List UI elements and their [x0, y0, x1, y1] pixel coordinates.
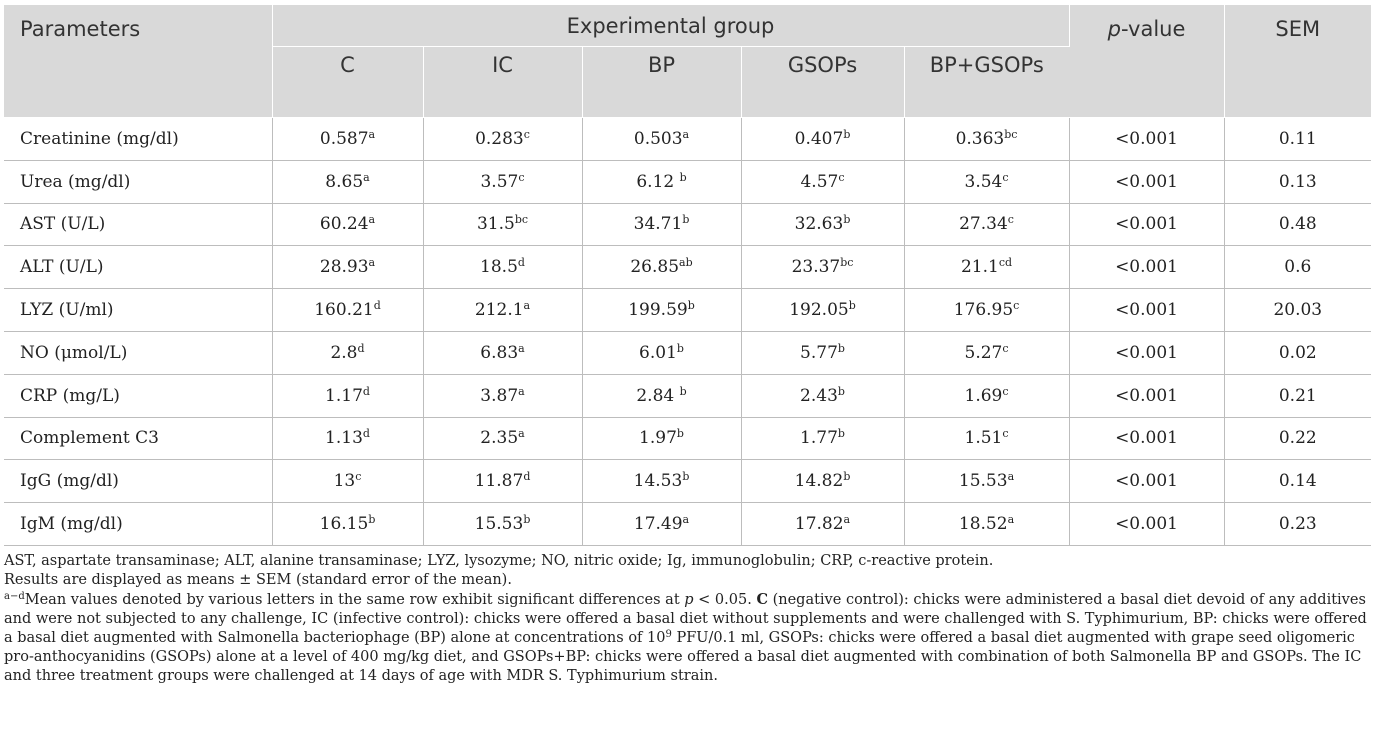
description-part-1: (negative control): chicks were administered a basal diet devoid of any additives and were not subjected to any challenge, IC (infective control): chicks were offered a basal diet without supplements and were challenged with S. Typhimurium, BP: chicks were offered a basal diet augmented with Salmonella bacteriophage (BP) alone at concentrations of 10 — [4, 591, 1367, 646]
row-parameter: Creatinine (mg/dl) — [4, 118, 272, 161]
cell-sem: 0.6 — [1224, 246, 1371, 289]
cell-value — [904, 417, 1069, 460]
cell-letter: bc — [1004, 127, 1018, 141]
cell-value — [741, 289, 904, 332]
cell-mean: 2.84 — [636, 385, 680, 406]
cell-value — [741, 460, 904, 503]
cell-letter: a — [1007, 513, 1015, 527]
cell-value — [904, 118, 1069, 161]
cell-value — [272, 289, 423, 332]
cell-value — [423, 417, 582, 460]
cell-letter: b — [843, 470, 851, 484]
cell-mean: 1.13 — [325, 428, 363, 449]
cell-p-value: <0.001 — [1069, 374, 1224, 417]
cell-letter: b — [679, 384, 687, 398]
cell-letter: c — [1007, 213, 1014, 227]
p-italic-note: p — [684, 591, 694, 608]
header-group-0: C — [272, 47, 423, 118]
cell-mean: 18.52 — [958, 514, 1008, 535]
cell-sem: 0.22 — [1224, 417, 1371, 460]
cell-value — [904, 160, 1069, 203]
table-row — [4, 203, 1371, 246]
cell-sem: 0.11 — [1278, 128, 1317, 149]
cell-letter: c — [518, 170, 525, 184]
cell-mean: 8.65 — [325, 171, 364, 192]
cell-letter: b — [368, 513, 376, 527]
cell-value — [582, 417, 741, 460]
cell-mean: 6.01 — [639, 342, 677, 363]
cell-letter: a — [1007, 470, 1015, 484]
cell-p-value: <0.001 — [1069, 460, 1224, 503]
cell-letter: c — [1002, 341, 1009, 355]
cell-mean: 0.587 — [319, 128, 369, 149]
cell-sem: 0.14 — [1224, 460, 1371, 503]
cell-letter: c — [838, 170, 845, 184]
cell-value — [582, 160, 741, 203]
cell-sem: 0.21 — [1224, 374, 1371, 417]
table-row — [4, 460, 1371, 503]
cell-letter: b — [676, 427, 684, 441]
cell-mean: 13 — [333, 471, 356, 492]
cell-sem: 0.02 — [1224, 331, 1371, 374]
cell-mean: 0.407 — [794, 128, 844, 149]
cell-letter: a — [843, 513, 851, 527]
footnote-results: Results are displayed as means ± SEM (standard error of the mean). — [4, 571, 512, 588]
cell-mean: 0.503 — [633, 128, 683, 149]
cell-value — [582, 460, 741, 503]
cell-letter: c — [1002, 170, 1009, 184]
cell-value — [904, 331, 1069, 374]
cell-p-value: <0.001 — [1069, 246, 1224, 289]
cell-mean: 17.82 — [794, 514, 844, 535]
header-experimental-group: Experimental group — [272, 5, 1069, 47]
cell-letter: a — [682, 127, 690, 141]
row-parameter: NO (μmol/L) — [4, 331, 272, 374]
letters-text: Mean values denoted by various letters in the same row exhibit significant differences at — [24, 591, 685, 608]
cell-value — [423, 246, 582, 289]
cell-letter: a — [368, 256, 376, 270]
cell-mean: 0.283 — [475, 128, 524, 149]
cell-value — [272, 246, 423, 289]
cell-mean: 15.53 — [958, 471, 1008, 492]
header-parameters: Parameters — [4, 5, 272, 118]
cell-value — [423, 460, 582, 503]
cell-value — [582, 118, 741, 161]
table-row — [4, 118, 1371, 161]
cell-value — [582, 246, 741, 289]
cell-value — [582, 203, 741, 246]
cell-value — [741, 160, 904, 203]
cell-mean: 1.17 — [325, 385, 363, 406]
cell-sem: 20.03 — [1224, 289, 1371, 332]
cell-value — [272, 374, 423, 417]
cell-mean: 15.53 — [474, 514, 524, 535]
cell-letter: b — [848, 299, 856, 313]
cell-mean: 3.87 — [480, 385, 519, 406]
row-parameter: IgG (mg/dl) — [4, 460, 272, 503]
cell-letter: bc — [514, 213, 529, 227]
footnote-abbreviations: AST, aspartate transaminase; ALT, alanine transaminase; LYZ, lysozyme; NO, nitric oxide; Ig, immunoglobulin; CRP, c-reactive protein. — [4, 552, 994, 569]
cell-value — [423, 203, 582, 246]
p-value-rest: -value — [1121, 17, 1186, 41]
cell-letter: d — [357, 341, 365, 355]
cell-mean: 1.51 — [964, 428, 1003, 449]
cell-mean: 199.59 — [628, 300, 688, 321]
cell-mean: 3.57 — [480, 171, 519, 192]
cell-letter: bc — [840, 256, 854, 270]
table-row — [4, 289, 1371, 332]
cell-p-value: <0.001 — [1069, 503, 1224, 546]
p-threshold: < 0.05. — [693, 591, 757, 608]
cell-mean: 6.83 — [480, 342, 519, 363]
cell-value — [423, 118, 582, 161]
cell-letter: ab — [679, 256, 693, 270]
cell-value — [741, 503, 904, 546]
cell-sem: 0.48 — [1224, 203, 1371, 246]
cell-mean: 2.8 — [330, 342, 358, 363]
cell-letter: b — [679, 170, 687, 184]
cell-letter: c — [355, 470, 362, 484]
table-row — [4, 331, 1371, 374]
table-row — [4, 160, 1371, 203]
results-table — [4, 5, 1371, 546]
cell-p-value: <0.001 — [1069, 417, 1224, 460]
cell-mean: 26.85 — [630, 257, 680, 278]
cell-letter: b — [843, 213, 851, 227]
cell-mean: 27.34 — [959, 214, 1008, 235]
cell-letter: a — [518, 341, 525, 355]
table-container — [4, 5, 1371, 686]
table-footnotes — [4, 552, 1371, 686]
cell-value — [904, 289, 1069, 332]
table-row — [4, 374, 1371, 417]
header-group-4: BP+GSOPs — [904, 47, 1069, 118]
header-group-2: BP — [582, 47, 741, 118]
description-part-2: PFU/0.1 ml, GSOPs: chicks were offered a basal diet augmented with grape seed oligomeric pro-anthocyanidins (GSOPs) alone at a level of 400 mg/kg diet, and GSOPs+BP: chicks were offered a basal diet augmented with combination of both Salmonella BP and GSOPs. The IC and three treatment groups were challenged at 14 days of age with MDR S. Typhimurium strain. — [4, 629, 1362, 684]
cell-letter: b — [843, 127, 851, 141]
cell-letter: d — [362, 427, 370, 441]
cell-mean: 5.77 — [800, 342, 838, 363]
cell-mean: 34.71 — [633, 214, 683, 235]
cell-letter: a — [682, 513, 690, 527]
cell-letter: cd — [998, 256, 1013, 270]
cell-letter: d — [523, 470, 531, 484]
cell-mean: 2.35 — [480, 428, 519, 449]
cell-value — [272, 460, 423, 503]
cell-letter: b — [682, 213, 690, 227]
cell-mean: 60.24 — [319, 214, 369, 235]
cell-mean: 212.1 — [474, 300, 524, 321]
cell-value — [741, 246, 904, 289]
cell-mean: 6.12 — [636, 171, 680, 192]
header-p-value — [1069, 5, 1224, 118]
cell-p-value: <0.001 — [1069, 289, 1224, 332]
cell-mean: 32.63 — [794, 214, 844, 235]
cell-sem: 0.13 — [1224, 160, 1371, 203]
cell-value — [904, 460, 1069, 503]
cell-mean: 14.82 — [794, 471, 844, 492]
cell-mean: 16.15 — [319, 514, 369, 535]
cell-mean: 3.54 — [964, 171, 1003, 192]
cell-letter: d — [373, 299, 381, 313]
table-row — [4, 417, 1371, 460]
cell-value — [582, 331, 741, 374]
row-parameter: Urea (mg/dl) — [4, 160, 272, 203]
exponent: 9 — [665, 628, 672, 640]
cell-value — [582, 503, 741, 546]
cell-value — [272, 417, 423, 460]
cell-value — [904, 203, 1069, 246]
cell-value — [741, 118, 904, 161]
cell-mean: 176.95 — [953, 300, 1014, 321]
cell-value — [272, 160, 423, 203]
cell-value — [272, 503, 423, 546]
c-bold: C — [756, 590, 768, 608]
cell-letter: a — [363, 170, 370, 184]
cell-letter: b — [676, 341, 684, 355]
header-group-1: IC — [423, 47, 582, 118]
cell-letter: c — [523, 127, 530, 141]
cell-mean: 160.21 — [314, 300, 374, 321]
cell-letter: c — [1002, 384, 1009, 398]
row-parameter: IgM (mg/dl) — [4, 503, 272, 546]
cell-letter: b — [837, 341, 845, 355]
row-parameter: ALT (U/L) — [4, 246, 272, 289]
cell-letter: c — [1002, 427, 1009, 441]
footnote-description — [4, 590, 1371, 686]
header-group-3: GSOPs — [741, 47, 904, 118]
cell-value — [423, 289, 582, 332]
cell-value — [423, 331, 582, 374]
cell-value — [904, 246, 1069, 289]
cell-letter: b — [837, 427, 845, 441]
cell-letter: b — [682, 470, 690, 484]
cell-letter: a — [518, 427, 525, 441]
header-sem: SEM — [1224, 5, 1371, 118]
cell-p-value: <0.001 — [1069, 118, 1224, 161]
cell-mean: 31.5 — [476, 214, 515, 235]
cell-mean: 1.69 — [964, 385, 1003, 406]
cell-mean: 2.43 — [800, 385, 838, 406]
cell-mean: 4.57 — [800, 171, 839, 192]
cell-mean: 14.53 — [633, 471, 683, 492]
cell-letter: a — [368, 213, 376, 227]
cell-mean: 192.05 — [789, 300, 849, 321]
row-parameter: AST (U/L) — [4, 203, 272, 246]
cell-letter: d — [517, 256, 525, 270]
cell-mean: 23.37 — [791, 257, 841, 278]
cell-value — [741, 331, 904, 374]
cell-p-value: <0.001 — [1069, 331, 1224, 374]
cell-p-value: <0.001 — [1069, 160, 1224, 203]
cell-letter: b — [523, 513, 531, 527]
cell-value — [423, 503, 582, 546]
cell-value — [741, 203, 904, 246]
table-row — [4, 503, 1371, 546]
cell-value — [582, 374, 741, 417]
row-parameter: LYZ (U/ml) — [4, 289, 272, 332]
cell-value — [741, 374, 904, 417]
cell-value — [272, 118, 423, 161]
cell-letter: b — [837, 384, 845, 398]
cell-mean: 17.49 — [633, 514, 683, 535]
cell-mean: 1.97 — [639, 428, 677, 449]
row-parameter: Complement C3 — [4, 417, 272, 460]
cell-mean: 28.93 — [319, 257, 369, 278]
cell-value — [423, 374, 582, 417]
cell-value — [741, 417, 904, 460]
cell-mean: 21.1 — [960, 257, 999, 278]
cell-sem: 0.23 — [1224, 503, 1371, 546]
cell-mean: 1.77 — [800, 428, 838, 449]
p-italic: p — [1107, 17, 1122, 41]
cell-letter: a — [523, 299, 531, 313]
cell-value — [423, 160, 582, 203]
cell-letter: a — [368, 127, 376, 141]
cell-mean: 11.87 — [474, 471, 524, 492]
cell-value — [904, 503, 1069, 546]
cell-value — [272, 203, 423, 246]
cell-mean: 18.5 — [480, 257, 518, 278]
letters-superscript: a−d — [4, 590, 25, 602]
table-row — [4, 246, 1371, 289]
cell-value — [582, 289, 741, 332]
cell-value — [272, 331, 423, 374]
cell-mean: 0.363 — [955, 128, 1005, 149]
cell-letter: b — [687, 299, 695, 313]
row-parameter: CRP (mg/L) — [4, 374, 272, 417]
cell-value — [904, 374, 1069, 417]
cell-letter: d — [362, 384, 370, 398]
cell-p-value: <0.001 — [1069, 203, 1224, 246]
cell-mean: 5.27 — [964, 342, 1003, 363]
cell-letter: a — [518, 384, 525, 398]
cell-letter: c — [1013, 299, 1020, 313]
